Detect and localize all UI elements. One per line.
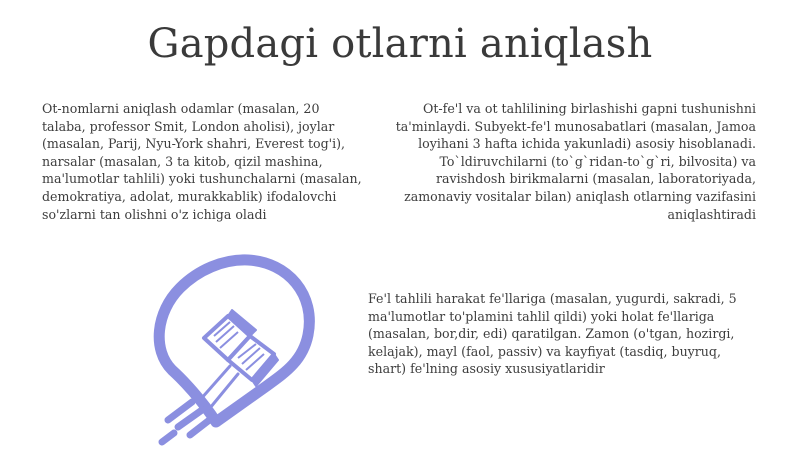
lightbulb-book-icon (128, 250, 318, 450)
slide-title: Gapdagi otlarni aniqlash (147, 21, 653, 67)
bottom-text-block: Fe'l tahlili harakat fe'llariga (masalan, yugurdi, sakradi, 5 ma'lumotlar to'plamini tahlil qildi) yoki holat fe'llariga (masalan, bor,dir, edi) qaratilgan. Zamon (o'tgan, hozirgi, kelajak), mayl (faol, passiv) va kayfiyat (tasdiq, buyruq, shart) fe'lning asosiy xususiyatlaridir (368, 291, 737, 377)
left-text-block: Ot-nomlarni aniqlash odamlar (masalan, 20 talaba, professor Smit, London aholisi), joylar (masalan, Parij, Nyu-York shahri, Everest tog'i), narsalar (masalan, 3 ta kitob, qizil mashina, ma'lumotlar tahlili) yoki tushunchalarni (masalan, demokratiya, adolat, murakkablik) ifodalovchi so'zlarni tan olishni o'z ichiga oladi (42, 101, 362, 222)
right-text-block: Ot-fe'l va ot tahlilining birlashishi gapni tushunishni ta'minlaydi. Subyekt-fe'l munosabatlari (masalan, Jamoa loyihani 3 hafta ichida yakunladi) asosiy hisoblanadi. To`ldiruvchilarni (to`g`ridan-to`g`ri, bilvosita) va ravishdosh birikmalarni (masalan, laboratoriyada, zamonaviy vositalar bilan) aniqlash otlarning vazifasini aniqlashtiradi (395, 101, 756, 222)
